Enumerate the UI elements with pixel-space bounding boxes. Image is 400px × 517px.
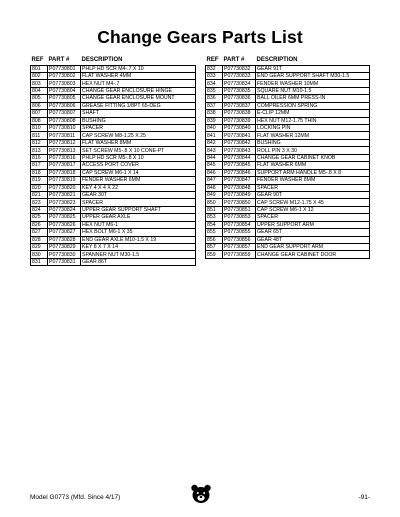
table-row — [31, 206, 196, 213]
ref-cell: 853 — [206, 214, 223, 221]
part-number-cell: P07730846 — [223, 169, 256, 176]
table-row — [31, 177, 196, 184]
part-number-cell: P07730836 — [223, 95, 256, 102]
description-cell: SPACER — [256, 214, 370, 221]
description-cell: GEAR 48T — [256, 236, 370, 243]
ref-cell: 834 — [206, 80, 223, 87]
ref-cell: 829 — [31, 244, 48, 251]
part-number-cell: P07730828 — [48, 236, 81, 243]
ref-cell: 833 — [206, 72, 223, 79]
description-cell: PHLP HD SCR M5-.8 X 10 — [81, 154, 196, 161]
description-cell: FLAT WASHER 6MM — [256, 162, 370, 169]
table-row — [206, 87, 370, 94]
ref-cell: 850 — [206, 199, 223, 206]
part-number-cell: P07730857 — [223, 244, 256, 251]
description-cell: FLAT WASHER 8MM — [81, 139, 196, 146]
table-row — [31, 125, 196, 132]
description-cell: FENDER WASHER 6MM — [81, 177, 196, 184]
table-row — [31, 244, 196, 251]
description-cell: END GEAR SUPPORT ARM — [256, 244, 370, 251]
description-cell: GREASE FITTING 1/8PT 65-DEG — [81, 102, 196, 109]
table-row — [31, 229, 196, 236]
description-cell: HEX NUT M4-.7 — [81, 80, 196, 87]
description-cell: CHANGE GEAR ENCLOSURE MOUNT — [81, 95, 196, 102]
description-cell: KEY 4 X 4 X 22 — [81, 184, 196, 191]
description-cell: GEAR 91T — [256, 65, 370, 72]
table-row — [31, 102, 196, 109]
page-number: -91- — [358, 494, 370, 501]
table-row — [206, 110, 370, 117]
ref-cell: 801 — [31, 65, 48, 72]
table-row — [31, 162, 196, 169]
table-row — [206, 95, 370, 102]
part-number-cell: P07730802 — [48, 72, 81, 79]
ref-cell: 820 — [31, 184, 48, 191]
ref-cell: 826 — [31, 221, 48, 228]
table-header-row — [31, 55, 196, 65]
table-row — [206, 177, 370, 184]
table-row — [206, 117, 370, 124]
description-cell: KEY 8 X 7 X 14 — [81, 244, 196, 251]
table-row — [206, 147, 370, 154]
description-cell: HEX NUT M6-1 — [81, 221, 196, 228]
table-row — [31, 139, 196, 146]
description-cell: SQUARE NUT M10-1.5 — [256, 87, 370, 94]
part-number-cell: P07730833 — [223, 72, 256, 79]
description-cell: HEX BOLT M6-1 X 35 — [81, 229, 196, 236]
header-ref: REF — [206, 55, 223, 65]
ref-cell: 813 — [31, 147, 48, 154]
part-number-cell: P07730825 — [48, 214, 81, 221]
table-row — [31, 184, 196, 191]
ref-cell: 807 — [31, 110, 48, 117]
part-number-cell: P07730817 — [48, 162, 81, 169]
table-row — [206, 221, 370, 228]
ref-cell: 818 — [31, 169, 48, 176]
ref-cell: 842 — [206, 139, 223, 146]
part-number-cell: P07730848 — [223, 184, 256, 191]
ref-cell: 851 — [206, 206, 223, 213]
description-cell: SPACER — [256, 184, 370, 191]
part-number-cell: P07730826 — [48, 221, 81, 228]
ref-cell: 838 — [206, 110, 223, 117]
part-number-cell: P07730841 — [223, 132, 256, 139]
part-number-cell: P07730821 — [48, 191, 81, 198]
description-cell: END GEAR AXLE M10-1.5 X 19 — [81, 236, 196, 243]
description-cell: END GEAR SUPPORT SHAFT M30-1.5 — [256, 72, 370, 79]
table-row — [206, 191, 370, 198]
part-number-cell: P07730812 — [48, 139, 81, 146]
part-number-cell: P07730855 — [223, 229, 256, 236]
part-number-cell: P07730824 — [48, 206, 81, 213]
part-number-cell: P07730808 — [48, 117, 81, 124]
page-title: Change Gears Parts List — [97, 27, 303, 47]
parts-tables — [30, 55, 370, 385]
description-cell: SHAFT — [81, 110, 196, 117]
ref-cell: 827 — [31, 229, 48, 236]
table-row — [206, 162, 370, 169]
part-number-cell: P07730820 — [48, 184, 81, 191]
table-row — [206, 236, 370, 243]
part-number-cell: P07730834 — [223, 80, 256, 87]
description-cell: BALL OILER 6MM PRESS-IN — [256, 95, 370, 102]
description-cell: E-CLIP 12MM — [256, 110, 370, 117]
description-cell: GEAR 65T — [256, 229, 370, 236]
part-number-cell: P07730807 — [48, 110, 81, 117]
description-cell: CAP SCREW M6-1 X 14 — [81, 169, 196, 176]
part-number-cell: P07730835 — [223, 87, 256, 94]
ref-cell: 841 — [206, 132, 223, 139]
ref-cell: 840 — [206, 125, 223, 132]
ref-cell: 847 — [206, 177, 223, 184]
part-number-cell: P07730839 — [223, 117, 256, 124]
parts-table-left — [30, 55, 196, 266]
ref-cell: 831 — [31, 258, 48, 265]
table-row — [31, 87, 196, 94]
table-row — [206, 139, 370, 146]
ref-cell: 828 — [31, 236, 48, 243]
table-row — [206, 184, 370, 191]
table-row — [31, 80, 196, 87]
bear-head-icon — [190, 483, 212, 505]
ref-cell: 849 — [206, 191, 223, 198]
header-description: DESCRIPTION — [81, 55, 196, 65]
part-number-cell: P07730854 — [223, 221, 256, 228]
ref-cell: 848 — [206, 184, 223, 191]
description-cell: UPPER GEAR SUPPORT SHAFT — [81, 206, 196, 213]
ref-cell: 824 — [31, 206, 48, 213]
part-number-cell: P07730844 — [223, 154, 256, 161]
description-cell: BUSHING — [81, 117, 196, 124]
part-number-cell: P07730823 — [48, 199, 81, 206]
ref-cell: 830 — [31, 251, 48, 258]
description-cell: CHANGE GEAR ENCLOSURE HINGE — [81, 87, 196, 94]
ref-cell: 806 — [31, 102, 48, 109]
description-cell: UPPER GEAR AXLE — [81, 214, 196, 221]
description-cell: CHANGE GEAR CABINET KNOB — [256, 154, 370, 161]
ref-cell: 856 — [206, 236, 223, 243]
part-number-cell: P07730847 — [223, 177, 256, 184]
part-number-cell: P07730806 — [48, 102, 81, 109]
description-cell: CAP SCREW M8-1.25 X 25 — [81, 132, 196, 139]
ref-cell: 810 — [31, 125, 48, 132]
description-cell: FENDER WASHER 10MM — [256, 80, 370, 87]
part-number-cell: P07730832 — [223, 65, 256, 72]
table-row — [31, 95, 196, 102]
description-cell: SET SCREW M5-.8 X 10 CONE-PT — [81, 147, 196, 154]
table-row — [31, 221, 196, 228]
ref-cell: 854 — [206, 221, 223, 228]
ref-cell: 845 — [206, 162, 223, 169]
ref-cell: 812 — [31, 139, 48, 146]
table-row — [206, 154, 370, 161]
table-row — [206, 244, 370, 251]
ref-cell: 825 — [31, 214, 48, 221]
ref-cell: 837 — [206, 102, 223, 109]
description-cell: GEAR 90T — [256, 191, 370, 198]
description-cell: CHANGE GEAR CABINET DOOR — [256, 251, 370, 258]
table-row — [206, 72, 370, 79]
header-part: PART # — [223, 55, 256, 65]
ref-cell: 817 — [31, 162, 48, 169]
part-number-cell: P07730827 — [48, 229, 81, 236]
ref-cell: 843 — [206, 147, 223, 154]
table-row — [31, 236, 196, 243]
part-number-cell: P07730829 — [48, 244, 81, 251]
part-number-cell: P07730838 — [223, 110, 256, 117]
part-number-cell: P07730842 — [223, 139, 256, 146]
description-cell: GEAR 30T — [81, 191, 196, 198]
part-number-cell: P07730845 — [223, 162, 256, 169]
part-number-cell: P07730843 — [223, 147, 256, 154]
part-number-cell: P07730850 — [223, 199, 256, 206]
part-number-cell: P07730856 — [223, 236, 256, 243]
description-cell: ACCESS PORT COVER — [81, 162, 196, 169]
part-number-cell: P07730830 — [48, 251, 81, 258]
ref-cell: 859 — [206, 251, 223, 258]
description-cell: UPPER SUPPORT ARM — [256, 221, 370, 228]
table-row — [206, 132, 370, 139]
description-cell: SPACER — [81, 199, 196, 206]
description-cell: CAP SCREW M6-1 X 12 — [256, 206, 370, 213]
model-label: Model G0773 (Mfd. Since 4/17) — [30, 494, 121, 501]
table-row — [31, 214, 196, 221]
table-row — [206, 199, 370, 206]
description-cell: PHLP HD SCR M4-.7 X 10 — [81, 65, 196, 72]
ref-cell: 832 — [206, 65, 223, 72]
description-cell: FLAT WASHER 4MM — [81, 72, 196, 79]
part-number-cell: P07730811 — [48, 132, 81, 139]
part-number-cell: P07730831 — [48, 258, 81, 265]
description-cell: LOCKING PIN — [256, 125, 370, 132]
ref-cell: 821 — [31, 191, 48, 198]
table-header-row — [206, 55, 370, 65]
table-row — [31, 199, 196, 206]
header-ref: REF — [31, 55, 48, 65]
table-row — [31, 110, 196, 117]
description-cell: COMPRESSION SPRING — [256, 102, 370, 109]
description-cell: SUPPORT ARM HANDLE M5-.8 X 8 — [256, 169, 370, 176]
description-cell: FLAT WASHER 12MM — [256, 132, 370, 139]
description-cell: ROLL PIN 3 X 30 — [256, 147, 370, 154]
header-part: PART # — [48, 55, 81, 65]
part-number-cell: P07730816 — [48, 154, 81, 161]
table-row — [31, 251, 196, 258]
table-row — [206, 169, 370, 176]
part-number-cell: P07730849 — [223, 191, 256, 198]
ref-cell: 835 — [206, 87, 223, 94]
description-cell: BUSHING — [256, 139, 370, 146]
part-number-cell: P07730801 — [48, 65, 81, 72]
table-row — [206, 251, 370, 258]
part-number-cell: P07730813 — [48, 147, 81, 154]
description-cell: HEX NUT M12-1.75 THIN — [256, 117, 370, 124]
table-row — [31, 154, 196, 161]
description-cell: SPACER — [81, 125, 196, 132]
table-row — [206, 214, 370, 221]
table-row — [31, 191, 196, 198]
description-cell: FENDER WASHER 8MM — [256, 177, 370, 184]
table-row — [206, 206, 370, 213]
ref-cell: 808 — [31, 117, 48, 124]
ref-cell: 857 — [206, 244, 223, 251]
ref-cell: 839 — [206, 117, 223, 124]
ref-cell: 803 — [31, 80, 48, 87]
table-row — [206, 125, 370, 132]
description-cell: CAP SCREW M12-1.75 X 45 — [256, 199, 370, 206]
table-row — [31, 169, 196, 176]
part-number-cell: P07730851 — [223, 206, 256, 213]
description-cell: GEAR 86T — [81, 258, 196, 265]
part-number-cell: P07730803 — [48, 80, 81, 87]
table-row — [206, 229, 370, 236]
table-row — [31, 72, 196, 79]
ref-cell: 823 — [31, 199, 48, 206]
part-number-cell: P07730853 — [223, 214, 256, 221]
table-row — [31, 258, 196, 265]
ref-cell: 811 — [31, 132, 48, 139]
ref-cell: 804 — [31, 87, 48, 94]
ref-cell: 844 — [206, 154, 223, 161]
table-row — [206, 65, 370, 72]
table-row — [206, 102, 370, 109]
table-row — [31, 117, 196, 124]
parts-table-left-body — [31, 65, 196, 266]
part-number-cell: P07730837 — [223, 102, 256, 109]
table-row — [31, 147, 196, 154]
header-description: DESCRIPTION — [256, 55, 370, 65]
parts-table-right-body — [206, 65, 370, 258]
ref-cell: 805 — [31, 95, 48, 102]
part-number-cell: P07730819 — [48, 177, 81, 184]
ref-cell: 846 — [206, 169, 223, 176]
part-number-cell: P07730818 — [48, 169, 81, 176]
part-number-cell: P07730810 — [48, 125, 81, 132]
part-number-cell: P07730804 — [48, 87, 81, 94]
ref-cell: 819 — [31, 177, 48, 184]
ref-cell: 802 — [31, 72, 48, 79]
ref-cell: 855 — [206, 229, 223, 236]
table-row — [206, 80, 370, 87]
part-number-cell: P07730859 — [223, 251, 256, 258]
description-cell: SPANNER NUT M30-1.5 — [81, 251, 196, 258]
table-row — [31, 65, 196, 72]
table-row — [31, 132, 196, 139]
ref-cell: 836 — [206, 95, 223, 102]
parts-table-right — [205, 55, 370, 259]
ref-cell: 816 — [31, 154, 48, 161]
part-number-cell: P07730805 — [48, 95, 81, 102]
part-number-cell: P07730840 — [223, 125, 256, 132]
